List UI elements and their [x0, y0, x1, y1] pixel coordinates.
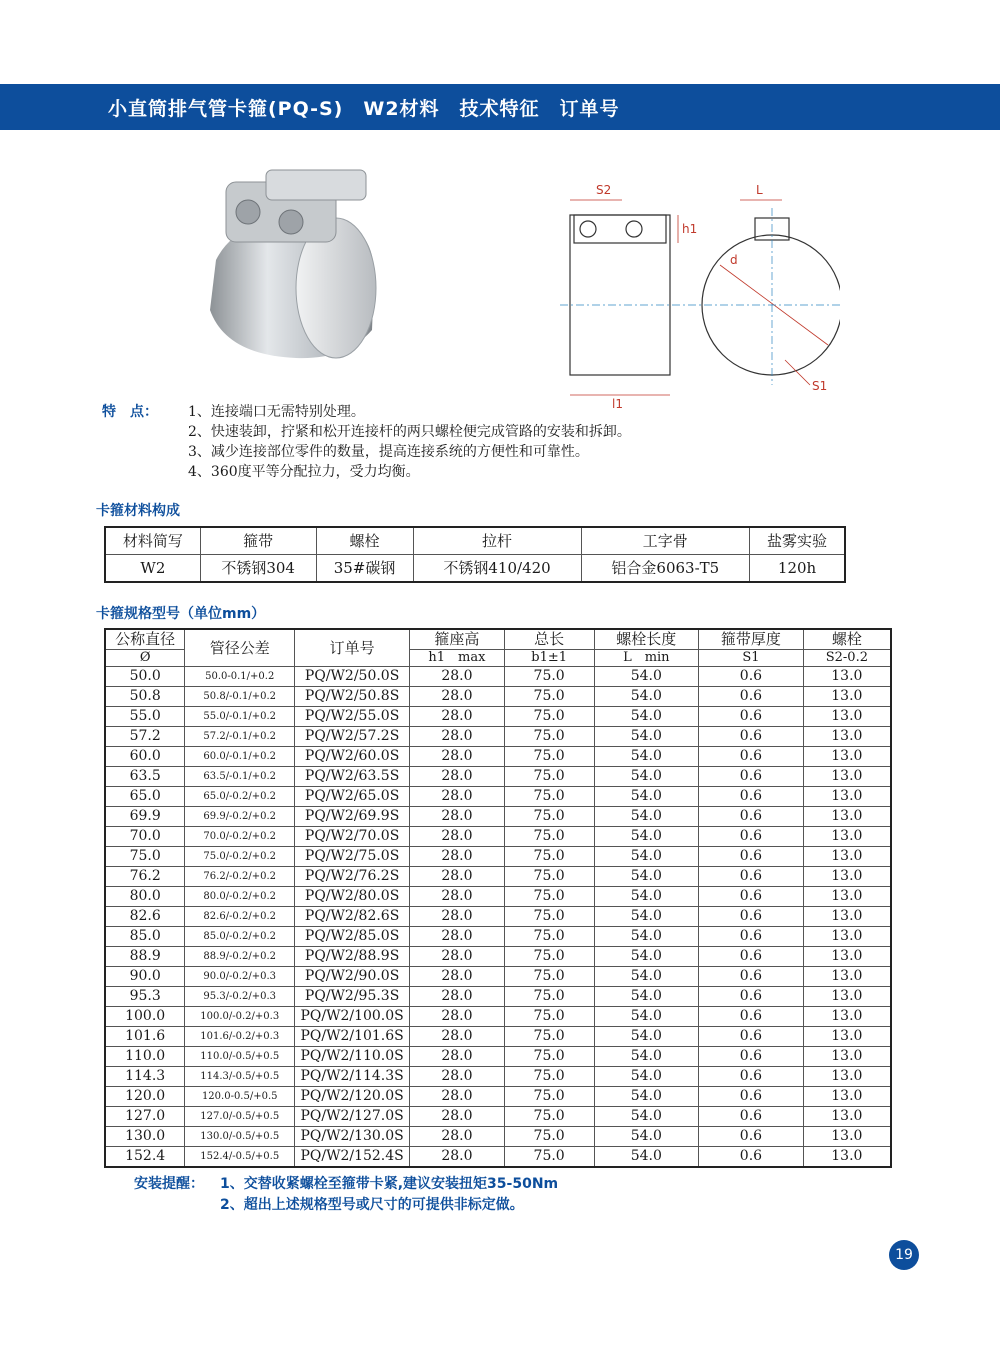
table-cell: 120h: [750, 555, 845, 583]
table-cell: 0.6: [699, 1027, 804, 1047]
table-cell: PQ/W2/69.9S: [295, 807, 410, 827]
table-cell: 127.0/-0.5/+0.5: [185, 1107, 295, 1127]
table-row: [105, 1027, 891, 1047]
table-row: [105, 1007, 891, 1027]
table-cell: 13.0: [803, 1047, 891, 1067]
table-cell: 0.6: [699, 827, 804, 847]
table-cell: 28.0: [410, 927, 505, 947]
table-cell: 110.0: [105, 1047, 185, 1067]
install-notes: [134, 1174, 558, 1216]
table-cell: 114.3/-0.5/+0.5: [185, 1067, 295, 1087]
table-cell: PQ/W2/70.0S: [295, 827, 410, 847]
table-cell: 75.0: [504, 887, 594, 907]
table-row: [105, 667, 891, 687]
table-cell: 65.0/-0.2/+0.2: [185, 787, 295, 807]
table-row: [105, 555, 845, 583]
table-row: [105, 687, 891, 707]
features-section: [102, 402, 902, 482]
table-cell: 0.6: [699, 687, 804, 707]
drawing-label-s2: S2: [596, 183, 612, 197]
table-cell: PQ/W2/90.0S: [295, 967, 410, 987]
table-cell: 铝合金6063-T5: [581, 555, 750, 583]
table-cell: 90.0: [105, 967, 185, 987]
feature-item: 2、快速装卸，拧紧和松开连接杆的两只螺栓便完成管路的安装和拆卸。: [188, 424, 631, 440]
table-cell: 75.0: [504, 967, 594, 987]
table-cell: 76.2/-0.2/+0.2: [185, 867, 295, 887]
table-cell: 0.6: [699, 947, 804, 967]
table-cell: 82.6: [105, 907, 185, 927]
table-cell: 69.9/-0.2/+0.2: [185, 807, 295, 827]
table-cell: 70.0/-0.2/+0.2: [185, 827, 295, 847]
table-cell: 57.2/-0.1/+0.2: [185, 727, 295, 747]
table-header-cell: S1: [699, 650, 804, 667]
table-cell: 28.0: [410, 807, 505, 827]
table-cell: 54.0: [594, 787, 699, 807]
table-row: [105, 907, 891, 927]
table-cell: PQ/W2/50.8S: [295, 687, 410, 707]
table-cell: 75.0: [504, 807, 594, 827]
feature-item: 4、360度平等分配拉力，受力均衡。: [188, 464, 420, 480]
table-cell: 120.0: [105, 1087, 185, 1107]
table-cell: 28.0: [410, 667, 505, 687]
table-cell: 80.0/-0.2/+0.2: [185, 887, 295, 907]
table-header-cell: 箍带: [200, 527, 316, 555]
table-cell: 0.6: [699, 867, 804, 887]
table-cell: 65.0: [105, 787, 185, 807]
table-cell: 54.0: [594, 1067, 699, 1087]
table-header-cell: 管径公差: [185, 629, 295, 667]
table-cell: 54.0: [594, 687, 699, 707]
table-cell: 75.0: [504, 727, 594, 747]
table-cell: 54.0: [594, 847, 699, 867]
table-cell: 0.6: [699, 1007, 804, 1027]
table-row: [105, 987, 891, 1007]
table-cell: 0.6: [699, 907, 804, 927]
table-cell: 13.0: [803, 707, 891, 727]
table-row: [105, 1047, 891, 1067]
table-row: [105, 787, 891, 807]
table-cell: PQ/W2/100.0S: [295, 1007, 410, 1027]
table-cell: 0.6: [699, 707, 804, 727]
table-cell: 54.0: [594, 1007, 699, 1027]
drawing-label-d: d: [730, 253, 738, 267]
table-cell: 75.0: [504, 1107, 594, 1127]
table-row: [105, 1107, 891, 1127]
table-cell: PQ/W2/130.0S: [295, 1127, 410, 1147]
table-cell: 28.0: [410, 1087, 505, 1107]
table-cell: 0.6: [699, 987, 804, 1007]
table-cell: 28.0: [410, 907, 505, 927]
table-cell: 57.2: [105, 727, 185, 747]
table-cell: PQ/W2/55.0S: [295, 707, 410, 727]
table-cell: 75.0: [105, 847, 185, 867]
table-cell: 54.0: [594, 667, 699, 687]
table-cell: PQ/W2/60.0S: [295, 747, 410, 767]
table-header-cell: 拉杆: [413, 527, 581, 555]
table-cell: 0.6: [699, 767, 804, 787]
table-row: [105, 887, 891, 907]
note-item: 1、交替收紧螺栓至箍带卡紧,建议安装扭矩35-50Nm: [220, 1176, 559, 1192]
table-cell: 54.0: [594, 767, 699, 787]
table-cell: 54.0: [594, 727, 699, 747]
table-cell: 13.0: [803, 1007, 891, 1027]
table-cell: 0.6: [699, 807, 804, 827]
table-cell: 35#碳钢: [316, 555, 413, 583]
table-cell: 75.0: [504, 947, 594, 967]
table-header-cell: S2-0.2: [803, 650, 891, 667]
table-cell: 95.3: [105, 987, 185, 1007]
table-cell: 55.0/-0.1/+0.2: [185, 707, 295, 727]
table-cell: 0.6: [699, 1047, 804, 1067]
table-header-cell: 工字骨: [581, 527, 750, 555]
table-cell: 75.0: [504, 767, 594, 787]
table-cell: 28.0: [410, 787, 505, 807]
table-header-cell: 箍带厚度: [699, 629, 804, 650]
table-cell: 120.0-0.5/+0.5: [185, 1087, 295, 1107]
table-cell: 54.0: [594, 827, 699, 847]
table-cell: PQ/W2/65.0S: [295, 787, 410, 807]
table-row: [105, 1127, 891, 1147]
table-cell: 不锈钢410/420: [413, 555, 581, 583]
table-cell: 55.0: [105, 707, 185, 727]
table-header-cell: L min: [594, 650, 699, 667]
table-cell: 54.0: [594, 1027, 699, 1047]
table-cell: 28.0: [410, 687, 505, 707]
table-cell: 75.0: [504, 847, 594, 867]
table-cell: 0.6: [699, 727, 804, 747]
table-cell: 13.0: [803, 987, 891, 1007]
table-row: [105, 727, 891, 747]
table-cell: 28.0: [410, 867, 505, 887]
table-header-row: [105, 527, 845, 555]
table-cell: 0.6: [699, 1147, 804, 1168]
table-cell: 152.4: [105, 1147, 185, 1168]
table-cell: PQ/W2/152.4S: [295, 1147, 410, 1168]
table-cell: 13.0: [803, 787, 891, 807]
table-row: [105, 947, 891, 967]
table-cell: 60.0: [105, 747, 185, 767]
table-cell: 75.0: [504, 1147, 594, 1168]
table-cell: 28.0: [410, 1027, 505, 1047]
table-cell: 63.5/-0.1/+0.2: [185, 767, 295, 787]
table-cell: 50.8/-0.1/+0.2: [185, 687, 295, 707]
spec-table-body: [105, 667, 891, 1168]
drawing-label-l: L: [756, 183, 763, 197]
table-cell: 13.0: [803, 1127, 891, 1147]
table-row: [105, 827, 891, 847]
table-cell: 13.0: [803, 1027, 891, 1047]
table-cell: 13.0: [803, 967, 891, 987]
table-cell: 28.0: [410, 1047, 505, 1067]
table-cell: 50.8: [105, 687, 185, 707]
table-cell: 13.0: [803, 907, 891, 927]
table-cell: 101.6: [105, 1027, 185, 1047]
table-cell: 0.6: [699, 927, 804, 947]
table-cell: 110.0/-0.5/+0.5: [185, 1047, 295, 1067]
table-cell: 54.0: [594, 1127, 699, 1147]
table-cell: 0.6: [699, 1107, 804, 1127]
table-cell: W2: [105, 555, 200, 583]
table-cell: 0.6: [699, 1087, 804, 1107]
table-cell: 75.0: [504, 687, 594, 707]
table-cell: 85.0/-0.2/+0.2: [185, 927, 295, 947]
table-cell: PQ/W2/114.3S: [295, 1067, 410, 1087]
table-header-row: [105, 629, 891, 650]
table-row: [105, 767, 891, 787]
table-cell: PQ/W2/80.0S: [295, 887, 410, 907]
table-cell: 13.0: [803, 1107, 891, 1127]
table-header-cell: 公称直径: [105, 629, 185, 650]
table-header-cell: b1±1: [504, 650, 594, 667]
table-cell: 54.0: [594, 927, 699, 947]
table-cell: 13.0: [803, 1147, 891, 1168]
table-cell: 75.0: [504, 1047, 594, 1067]
table-cell: 28.0: [410, 767, 505, 787]
table-cell: 75.0: [504, 867, 594, 887]
table-cell: 28.0: [410, 1107, 505, 1127]
table-cell: 54.0: [594, 1087, 699, 1107]
table-cell: 95.3/-0.2/+0.3: [185, 987, 295, 1007]
table-cell: 28.0: [410, 1067, 505, 1087]
table-cell: 76.2: [105, 867, 185, 887]
table-cell: 75.0/-0.2/+0.2: [185, 847, 295, 867]
table-cell: 0.6: [699, 1067, 804, 1087]
table-cell: 不锈钢304: [200, 555, 316, 583]
table-header-cell: 盐雾实验: [750, 527, 845, 555]
table-cell: 0.6: [699, 847, 804, 867]
table-cell: 28.0: [410, 1127, 505, 1147]
table-cell: 54.0: [594, 1147, 699, 1168]
spec-table: [104, 628, 892, 1168]
table-cell: 75.0: [504, 1067, 594, 1087]
material-table: [104, 526, 846, 583]
table-cell: 85.0: [105, 927, 185, 947]
table-cell: 152.4/-0.5/+0.5: [185, 1147, 295, 1168]
drawing-label-s1: S1: [812, 379, 828, 393]
table-cell: PQ/W2/57.2S: [295, 727, 410, 747]
table-cell: 13.0: [803, 687, 891, 707]
technical-drawing: [560, 180, 840, 410]
table-header-cell: 螺栓: [316, 527, 413, 555]
feature-item: 1、连接端口无需特别处理。: [188, 404, 365, 420]
table-header-cell: 材料简写: [105, 527, 200, 555]
table-cell: 0.6: [699, 667, 804, 687]
table-cell: 101.6/-0.2/+0.3: [185, 1027, 295, 1047]
drawing-label-h1: h1: [682, 222, 698, 236]
table-cell: 28.0: [410, 887, 505, 907]
table-cell: 13.0: [803, 867, 891, 887]
table-cell: 60.0/-0.1/+0.2: [185, 747, 295, 767]
table-cell: PQ/W2/82.6S: [295, 907, 410, 927]
table-cell: 28.0: [410, 747, 505, 767]
table-row: [105, 1147, 891, 1168]
table-cell: 28.0: [410, 1007, 505, 1027]
table-cell: 13.0: [803, 1087, 891, 1107]
table-cell: 0.6: [699, 787, 804, 807]
table-cell: PQ/W2/85.0S: [295, 927, 410, 947]
table-cell: 28.0: [410, 847, 505, 867]
table-cell: 0.6: [699, 887, 804, 907]
table-cell: 54.0: [594, 747, 699, 767]
material-section-title: 卡箍材料构成: [96, 503, 180, 519]
spec-section-title: 卡箍规格型号（单位mm）: [96, 606, 266, 622]
page-number: 19: [889, 1240, 919, 1270]
table-cell: 13.0: [803, 767, 891, 787]
table-cell: 54.0: [594, 867, 699, 887]
table-cell: 75.0: [504, 667, 594, 687]
table-cell: 13.0: [803, 847, 891, 867]
table-cell: 13.0: [803, 807, 891, 827]
table-cell: PQ/W2/120.0S: [295, 1087, 410, 1107]
notes-label: 安装提醒：: [134, 1176, 204, 1192]
table-row: [105, 807, 891, 827]
table-cell: 28.0: [410, 967, 505, 987]
note-row: [134, 1174, 558, 1195]
table-cell: 75.0: [504, 1027, 594, 1047]
table-cell: 69.9: [105, 807, 185, 827]
table-cell: 54.0: [594, 807, 699, 827]
table-cell: 28.0: [410, 727, 505, 747]
table-cell: PQ/W2/101.6S: [295, 1027, 410, 1047]
table-cell: 54.0: [594, 1047, 699, 1067]
table-row: [105, 747, 891, 767]
table-cell: 13.0: [803, 887, 891, 907]
table-cell: 0.6: [699, 967, 804, 987]
table-cell: 13.0: [803, 927, 891, 947]
features-list: [102, 402, 902, 482]
table-cell: 0.6: [699, 747, 804, 767]
table-row: [105, 967, 891, 987]
table-cell: 75.0: [504, 707, 594, 727]
table-cell: PQ/W2/75.0S: [295, 847, 410, 867]
table-cell: PQ/W2/127.0S: [295, 1107, 410, 1127]
table-cell: 28.0: [410, 987, 505, 1007]
note-item: 2、超出上述规格型号或尺寸的可提供非标定做。: [220, 1197, 524, 1213]
table-row: [105, 927, 891, 947]
clamp-photo: [196, 160, 396, 370]
table-cell: 127.0: [105, 1107, 185, 1127]
table-row: [105, 847, 891, 867]
table-cell: 54.0: [594, 947, 699, 967]
table-cell: 75.0: [504, 1087, 594, 1107]
table-header-cell: 总长: [504, 629, 594, 650]
table-cell: 88.9/-0.2/+0.2: [185, 947, 295, 967]
table-cell: 54.0: [594, 887, 699, 907]
table-row: [105, 1067, 891, 1087]
table-header-cell: 螺栓长度: [594, 629, 699, 650]
table-row: [105, 1087, 891, 1107]
table-cell: 100.0: [105, 1007, 185, 1027]
table-cell: 75.0: [504, 1127, 594, 1147]
table-cell: 75.0: [504, 787, 594, 807]
table-cell: 70.0: [105, 827, 185, 847]
table-cell: 75.0: [504, 747, 594, 767]
table-cell: PQ/W2/95.3S: [295, 987, 410, 1007]
table-header-cell: 订单号: [295, 629, 410, 667]
page-banner: [0, 84, 1000, 130]
table-cell: 75.0: [504, 987, 594, 1007]
table-cell: 75.0: [504, 1007, 594, 1027]
table-cell: 100.0/-0.2/+0.3: [185, 1007, 295, 1027]
table-cell: 75.0: [504, 927, 594, 947]
table-cell: 54.0: [594, 1107, 699, 1127]
features-label: 特 点：: [102, 404, 158, 420]
table-cell: 28.0: [410, 1147, 505, 1168]
table-cell: 0.6: [699, 1127, 804, 1147]
table-cell: 50.0-0.1/+0.2: [185, 667, 295, 687]
table-header-cell: h1 max: [410, 650, 505, 667]
table-cell: 28.0: [410, 827, 505, 847]
table-header-cell: Ø: [105, 650, 185, 667]
table-header-cell: 螺栓: [803, 629, 891, 650]
drawing-label-l1: l1: [612, 397, 623, 410]
table-cell: PQ/W2/63.5S: [295, 767, 410, 787]
table-cell: 54.0: [594, 707, 699, 727]
table-cell: 88.9: [105, 947, 185, 967]
table-cell: 90.0/-0.2/+0.3: [185, 967, 295, 987]
table-cell: 13.0: [803, 1067, 891, 1087]
table-cell: 80.0: [105, 887, 185, 907]
table-cell: 130.0: [105, 1127, 185, 1147]
table-cell: 114.3: [105, 1067, 185, 1087]
table-cell: 54.0: [594, 987, 699, 1007]
table-cell: 13.0: [803, 947, 891, 967]
table-cell: 75.0: [504, 827, 594, 847]
table-row: [105, 707, 891, 727]
table-row: [105, 867, 891, 887]
table-cell: 82.6/-0.2/+0.2: [185, 907, 295, 927]
table-cell: 28.0: [410, 707, 505, 727]
table-cell: 13.0: [803, 827, 891, 847]
banner-title: 小直筒排气管卡箍(PQ-S) W2材料 技术特征 订单号: [108, 97, 620, 120]
table-cell: 54.0: [594, 907, 699, 927]
table-cell: PQ/W2/88.9S: [295, 947, 410, 967]
feature-item: 3、减少连接部位零件的数量，提高连接系统的方便性和可靠性。: [188, 444, 589, 460]
table-cell: 130.0/-0.5/+0.5: [185, 1127, 295, 1147]
table-cell: 13.0: [803, 727, 891, 747]
table-cell: 13.0: [803, 667, 891, 687]
table-header-cell: 箍座高: [410, 629, 505, 650]
table-cell: 75.0: [504, 907, 594, 927]
table-cell: 13.0: [803, 747, 891, 767]
table-cell: PQ/W2/110.0S: [295, 1047, 410, 1067]
table-cell: PQ/W2/76.2S: [295, 867, 410, 887]
table-cell: 28.0: [410, 947, 505, 967]
table-cell: PQ/W2/50.0S: [295, 667, 410, 687]
note-row: [134, 1195, 558, 1216]
table-cell: 54.0: [594, 967, 699, 987]
table-cell: 63.5: [105, 767, 185, 787]
table-cell: 50.0: [105, 667, 185, 687]
